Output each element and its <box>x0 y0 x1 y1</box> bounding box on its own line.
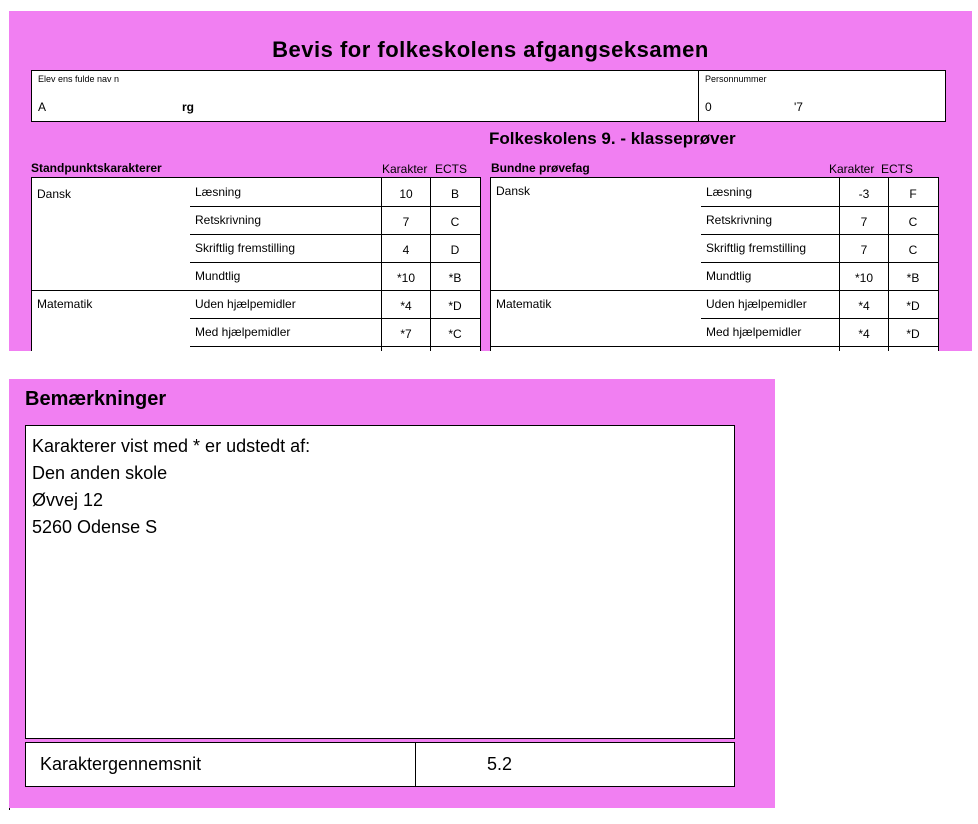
right-vline-ects <box>888 178 889 351</box>
right-ects-6: *D <box>906 327 920 341</box>
right-discipline-1: Læsning <box>706 185 753 199</box>
right-discipline-5: Uden hjælpemidler <box>706 297 807 311</box>
right-grade-6: *4 <box>858 327 870 341</box>
right-discipline-6: Med hjælpemidler <box>706 325 802 339</box>
right-hline-3 <box>701 262 938 263</box>
average-label: Karaktergennemsnit <box>40 754 202 774</box>
right-hline-5 <box>701 318 938 319</box>
left-discipline-2: Retskrivning <box>195 213 262 227</box>
left-discipline-3: Skriftlig fremstilling <box>195 241 296 255</box>
name-value-first: A <box>38 100 47 114</box>
left-discipline-4: Mundtlig <box>195 269 241 283</box>
cpr-label: Personnummer <box>705 74 767 84</box>
right-hline-4 <box>491 290 938 291</box>
right-table-header: Bundne prøvefag <box>491 161 590 175</box>
right-ects-3: C <box>908 243 918 257</box>
right-vline-karakter <box>839 178 840 351</box>
right-discipline-4: Mundtlig <box>706 269 752 283</box>
name-value-last: rg <box>182 100 194 114</box>
right-discipline-3: Skriftlig fremstilling <box>706 241 807 255</box>
left-col-karakter: Karakter <box>382 162 428 176</box>
left-ects-1: B <box>450 187 459 201</box>
left-discipline-5: Uden hjælpemidler <box>195 297 296 311</box>
left-hline-6 <box>190 346 480 347</box>
right-grade-1: -3 <box>858 187 870 201</box>
left-vline-ects <box>430 178 431 351</box>
left-discipline-1: Læsning <box>195 185 242 199</box>
right-ects-5: *D <box>906 299 920 313</box>
right-subject-matematik: Matematik <box>496 297 552 311</box>
right-grade-4: *10 <box>854 271 874 285</box>
left-grade-4: *10 <box>396 271 416 285</box>
remarks-title: Bemærkninger <box>25 388 167 410</box>
name-label: Elev ens fulde nav n <box>38 74 120 84</box>
left-grades-table <box>31 177 481 351</box>
left-hline-1 <box>190 206 480 207</box>
right-grades-table <box>490 177 939 351</box>
cpr-value-start: 0 <box>705 100 712 114</box>
left-col-ects: ECTS <box>435 162 468 176</box>
left-table-header: Standpunktskarakterer <box>31 161 162 175</box>
right-subject-dansk: Dansk <box>496 184 531 198</box>
left-ects-5: *D <box>448 299 462 313</box>
left-hline-3 <box>190 262 480 263</box>
remarks-box <box>25 425 735 739</box>
exam-title: Folkeskolens 9. - klasseprøver <box>489 129 736 148</box>
right-hline-1 <box>701 206 938 207</box>
left-ects-2: C <box>450 215 460 229</box>
right-col-karakter: Karakter <box>829 162 875 176</box>
left-hline-2 <box>190 234 480 235</box>
remark-line-2: Den anden skole <box>32 463 168 483</box>
right-col-ects: ECTS <box>881 162 914 176</box>
right-hline-6 <box>491 346 938 347</box>
left-ects-4: *B <box>448 271 462 285</box>
remark-line-1: Karakterer vist med * er udstedt af: <box>32 436 311 456</box>
right-grade-3: 7 <box>860 243 868 257</box>
left-vline-karakter <box>381 178 382 351</box>
left-hline-5 <box>190 318 480 319</box>
left-ects-3: D <box>450 243 460 257</box>
left-grade-5: *4 <box>400 299 412 313</box>
left-grade-3: 4 <box>402 243 410 257</box>
right-ects-4: *B <box>906 271 920 285</box>
right-grade-2: 7 <box>860 215 868 229</box>
average-box <box>25 742 735 787</box>
remark-line-4: 5260 Odense S <box>32 517 158 537</box>
remarks-panel <box>9 379 775 808</box>
right-ects-1: F <box>909 187 917 201</box>
average-divider <box>415 743 416 786</box>
left-grade-6: *7 <box>400 327 412 341</box>
left-subject-matematik: Matematik <box>37 297 93 311</box>
left-grade-1: 10 <box>399 187 413 201</box>
right-grade-5: *4 <box>858 299 870 313</box>
left-grade-2: 7 <box>402 215 410 229</box>
certificate-title: Bevis for folkeskolens afgangseksamen <box>272 37 709 62</box>
right-ects-2: C <box>908 215 918 229</box>
certificate-panel <box>9 11 972 351</box>
left-subject-dansk: Dansk <box>37 187 72 201</box>
average-value: 5.2 <box>487 754 513 774</box>
remark-line-3: Øvvej 12 <box>32 490 104 510</box>
left-ects-6: *C <box>448 327 462 341</box>
student-info-box <box>31 70 946 122</box>
info-divider <box>698 71 699 121</box>
right-discipline-2: Retskrivning <box>706 213 773 227</box>
left-discipline-6: Med hjælpemidler <box>195 325 291 339</box>
left-hline-4 <box>32 290 480 291</box>
cpr-value-end: '7 <box>794 100 803 114</box>
right-hline-2 <box>701 234 938 235</box>
